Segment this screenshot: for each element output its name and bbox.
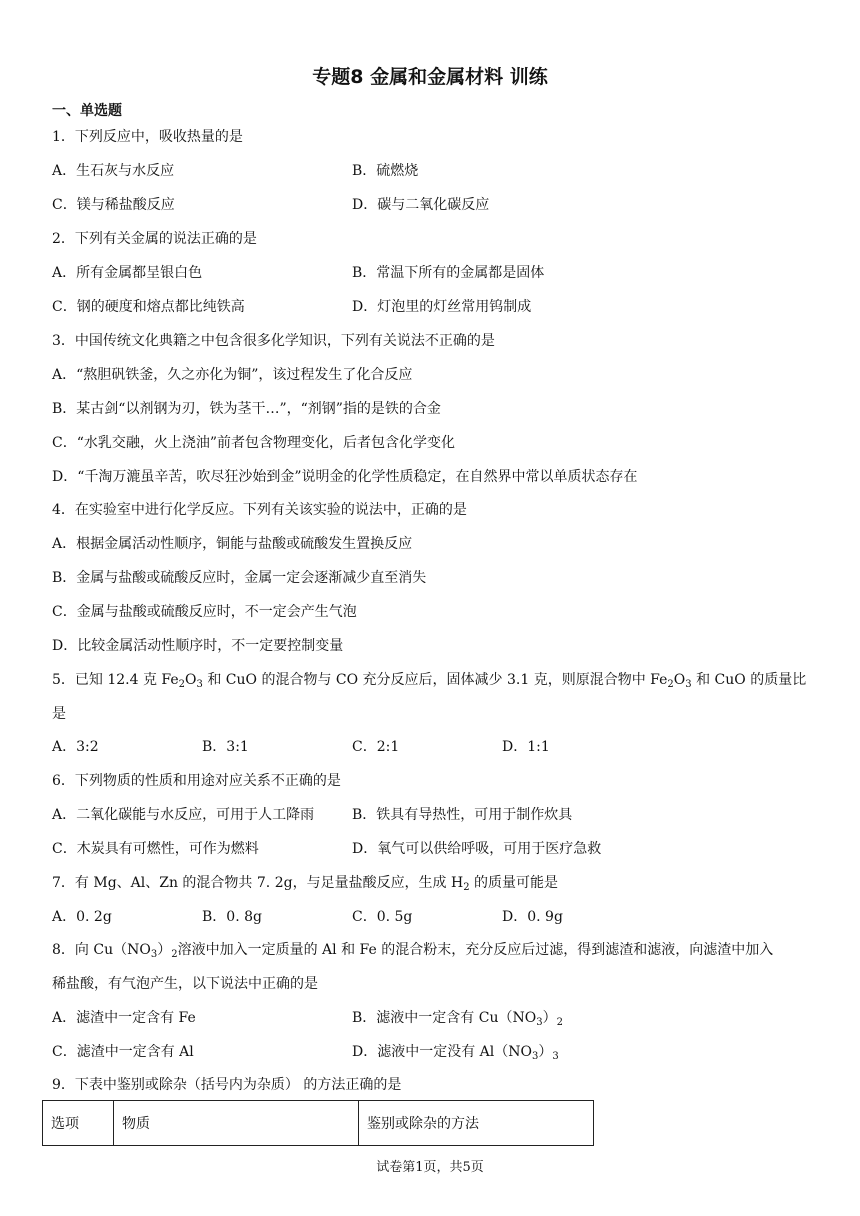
question-2-option-d: D．灯泡里的灯丝常用钨制成 [352, 299, 532, 315]
page-footer: 试卷第1页，共5页 [376, 1160, 484, 1175]
question-5-stem: 5．已知 12.4 克 $Fe_2O_3$ 和 CuO 的混合物与 CO 充分反应后，固体减少 3.1 克，则原混合物中 $Fe_2O_3$ 和 CuO 的质量比 [52, 672, 807, 690]
table-header-method: 鉴别或除杂的方法 [359, 1101, 594, 1146]
question-6-option-b: B．铁具有导热性，可用于制作炊具 [352, 807, 573, 823]
question-9-stem: 9．下表中鉴别或除杂（括号内为杂质） 的方法正确的是 [52, 1077, 402, 1093]
question-3-option-b: B．某古剑“以剂钢为刃，铁为茎干…”，“剂钢”指的是铁的合金 [52, 401, 441, 417]
question-3-option-a: A．“熬胆矾铁釜，久之亦化为铜”，该过程发生了化合反应 [52, 367, 413, 383]
question-7-option-a: A．0. 2g [52, 909, 112, 925]
question-4-option-a: A．根据金属活动性顺序，铜能与盐酸或硫酸发生置换反应 [52, 536, 413, 552]
question-7-option-d: D．0. 9g [502, 909, 563, 925]
question-8-option-a: A．滤渣中一定含有 Fe [52, 1010, 196, 1026]
table-header-substance: 物质 [114, 1101, 359, 1146]
question-8-stem: 8．向 $Cu(NO_3)_2$溶液中加入一定质量的 Al 和 Fe 的混合粉末，充分反应后过滤，得到滤渣和滤液，向滤渣中加入 [52, 942, 774, 960]
question-1-option-a: A．生石灰与水反应 [52, 163, 175, 179]
question-4-option-d: D．比较金属活动性顺序时，不一定要控制变量 [52, 638, 344, 654]
question-6-option-c: C．木炭具有可燃性，可作为燃料 [52, 841, 259, 857]
question-2-option-c: C．钢的硬度和熔点都比纯铁高 [52, 299, 245, 315]
question-8-option-d: D．滤液中一定没有 $Al(NO_3)_3$ [352, 1044, 559, 1062]
question-7-stem: 7．有 Mg、Al、Zn 的混合物共 7. 2g，与足量盐酸反应，生成 $H_2$ 的质量可能是 [52, 875, 559, 893]
question-8-option-c: C．滤渣中一定含有 Al [52, 1044, 194, 1060]
question-7-option-c: C．0. 5g [352, 909, 413, 925]
page-title: 专题8 金属和金属材料 训练 [312, 66, 548, 88]
section-heading: 一、单选题 [52, 103, 122, 119]
question-5-option-c: C．2:1 [352, 739, 400, 755]
question-8-option-b: B．滤液中一定含有 $Cu(NO_3)_2$ [352, 1010, 563, 1028]
question-5-option-d: D．1:1 [502, 739, 550, 755]
question-5-option-b: B．3:1 [202, 739, 249, 755]
question-9-table [42, 1100, 594, 1146]
question-4-option-c: C．金属与盐酸或硫酸反应时，不一定会产生气泡 [52, 604, 357, 620]
question-2-option-a: A．所有金属都呈银白色 [52, 265, 203, 281]
question-5-option-a: A．3:2 [52, 739, 99, 755]
question-6-option-d: D．氧气可以供给呼吸，可用于医疗急救 [352, 841, 602, 857]
question-1-option-b: B．硫燃烧 [352, 163, 419, 179]
question-8-stem-continued: 稀盐酸，有气泡产生，以下说法中正确的是 [52, 976, 318, 992]
question-1-option-d: D．碳与二氧化碳反应 [352, 197, 490, 213]
question-3-option-d: D．“千淘万漉虽辛苦，吹尽狂沙始到金”说明金的化学性质稳定，在自然界中常以单质状态存在 [52, 469, 638, 485]
question-3-option-c: C．“水乳交融，火上浇油”前者包含物理变化，后者包含化学变化 [52, 435, 456, 451]
question-2-option-b: B．常温下所有的金属都是固体 [352, 265, 545, 281]
question-6-option-a: A．二氧化碳能与水反应，可用于人工降雨 [52, 807, 315, 823]
question-7-option-b: B．0. 8g [202, 909, 262, 925]
question-5-stem-continued: 是 [52, 706, 66, 722]
question-6-stem: 6．下列物质的性质和用途对应关系不正确的是 [52, 773, 341, 789]
question-4-option-b: B．金属与盐酸或硫酸反应时，金属一定会逐渐减少直至消失 [52, 570, 427, 586]
question-2-stem: 2．下列有关金属的说法正确的是 [52, 231, 257, 247]
table-header-option: 选项 [43, 1101, 114, 1146]
question-1-option-c: C．镁与稀盐酸反应 [52, 197, 175, 213]
question-1-stem: 1．下列反应中，吸收热量的是 [52, 129, 243, 145]
question-3-stem: 3．中国传统文化典籍之中包含很多化学知识，下列有关说法不正确的是 [52, 333, 495, 349]
table-header-row [43, 1101, 594, 1146]
question-4-stem: 4．在实验室中进行化学反应。下列有关该实验的说法中，正确的是 [52, 502, 467, 518]
